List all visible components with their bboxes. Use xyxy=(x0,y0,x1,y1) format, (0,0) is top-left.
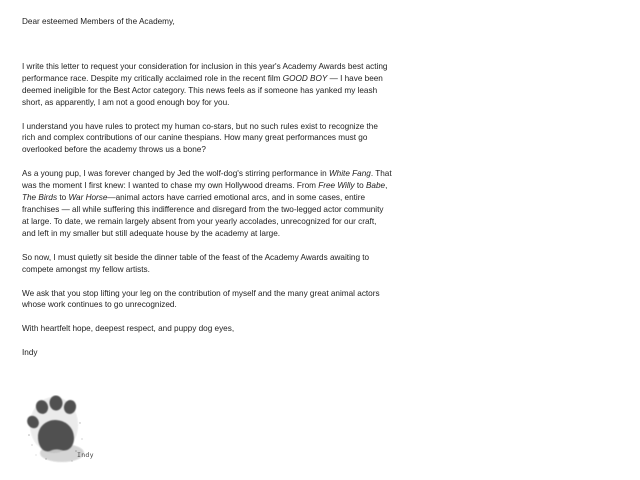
paragraph-request-text-1: I write this letter to request your consideration for inclusion in this year's Academy Awards best acting performance race. Despite my critically acclaimed role in the recent film xyxy=(22,61,388,83)
signature-name: Indy xyxy=(22,348,38,358)
paragraph-rules: I understand you have rules to protect my human co-stars, but no such rules exist to recognize the rich and complex contributions of our canine thespians. How many great performances must go overlooked before the academy throws us a bone? xyxy=(22,121,378,155)
film-title-free-willy: Free Willy xyxy=(318,181,355,191)
paragraph-history-text-5: to xyxy=(57,193,69,203)
paragraph-history xyxy=(22,168,392,239)
film-title-the-birds: The Birds xyxy=(22,193,58,203)
paragraph-history-text-2: . That was the moment I first knew: I wanted to chase my own Hollywood dreams. From xyxy=(22,169,392,191)
paragraph-ask: We ask that you stop lifting your leg on the contribution of myself and the many great animal actors whose work continues to go unrecognized. xyxy=(22,288,380,310)
paw-print-icon xyxy=(24,395,100,471)
closing-line: With heartfelt hope, deepest respect, and puppy dog eyes, xyxy=(22,324,235,334)
film-title-white-fang: White Fang xyxy=(328,169,371,179)
paragraph-waiting: So now, I must quietly sit beside the dinner table of the feast of the Academy Awards awaiting to compete amongst my fellow artists. xyxy=(22,252,370,274)
film-title-good-boy: GOOD BOY xyxy=(282,73,328,83)
film-title-war-horse: War Horse xyxy=(68,193,108,203)
paragraph-history-text-4: , xyxy=(385,181,388,191)
paragraph-history-text-6: —animal actors have carried emotional arcs, and in some cases, entire franchises — all while suffering this indifference and disregard from the two-legged actor community at large. To date, we remain largely absent from your yearly accolades, unrecognized for our craft, and left in my smaller but still adequate house by the academy at large. xyxy=(22,193,384,238)
letter-body xyxy=(22,16,392,359)
paragraph-request xyxy=(22,61,392,109)
film-title-babe: Babe xyxy=(365,181,386,191)
paw-caption: Indy xyxy=(77,451,94,459)
paw-signature xyxy=(24,395,100,471)
salutation: Dear esteemed Members of the Academy, xyxy=(22,17,175,26)
paragraph-history-text-3: to xyxy=(354,181,366,191)
paragraph-request-text-2: — I have been deemed ineligible for the Best Actor category. This news feels as if someone has yanked my leash short, as apparently, I am not a good enough boy for you. xyxy=(22,73,383,107)
paragraph-history-text-1: As a young pup, I was forever changed by Jed the wolf-dog's stirring performance in xyxy=(22,169,329,179)
